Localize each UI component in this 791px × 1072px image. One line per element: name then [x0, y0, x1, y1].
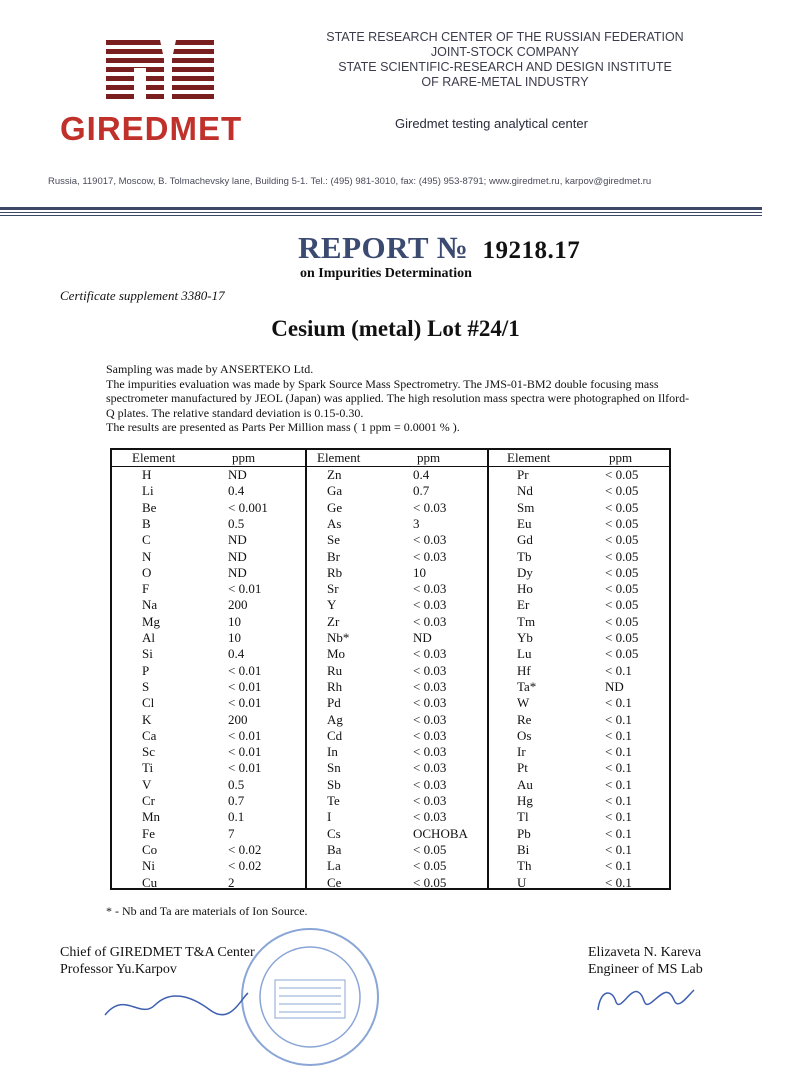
table-row [112, 712, 305, 728]
element-symbol: Co [142, 841, 158, 857]
org-line: STATE SCIENTIFIC-RESEARCH AND DESIGN INSTITUTE [338, 60, 672, 74]
table-row [112, 679, 305, 695]
table-row [307, 646, 487, 662]
ppm-value: 0.4 [228, 483, 245, 499]
ppm-value: < 0.01 [228, 662, 262, 678]
table-row [307, 483, 487, 499]
table-row [112, 793, 305, 809]
table-row [489, 875, 671, 891]
element-symbol: Bi [517, 841, 530, 857]
ppm-value: 200 [228, 597, 248, 613]
address-line: Russia, 119017, Moscow, B. Tolmachevsky lane, Building 5-1. Tel.: (495) 981-3010, fax: (495) 953-8791; www.giredmet.ru, karpov@giredmet.ru [48, 176, 652, 187]
table-header [489, 450, 671, 467]
intro-units: The results are presented as Parts Per Million mass ( 1 ppm = 0.0001 % ). [106, 420, 460, 434]
signatory-right-name: Elizaveta N. Kareva [588, 945, 702, 960]
table-row [112, 760, 305, 776]
header-rule [0, 212, 762, 213]
table-row [112, 532, 305, 548]
header-ppm: ppm [417, 450, 441, 465]
element-symbol: Te [327, 793, 340, 808]
element-symbol: Lu [517, 646, 532, 662]
table-row [307, 581, 487, 597]
ppm-value: < 0.05 [605, 597, 639, 613]
footnote: * - Nb and Ta are materials of Ion Source. [106, 904, 308, 918]
element-symbol: Ho [517, 581, 533, 597]
table-row [307, 630, 487, 646]
element-symbol: Ru [327, 662, 343, 678]
table-header [112, 450, 305, 467]
ppm-value: < 0.01 [228, 581, 262, 597]
table-row [307, 728, 487, 744]
element-symbol: Si [142, 646, 153, 662]
ppm-value: < 0.05 [605, 467, 639, 482]
element-symbol: Ca [142, 727, 157, 743]
ppm-value: < 0.05 [605, 532, 639, 548]
element-symbol: Sb [327, 776, 341, 792]
element-symbol: H [142, 467, 152, 482]
ppm-value: < 0.1 [605, 695, 632, 711]
table-row [112, 875, 305, 891]
table-row [307, 712, 487, 728]
element-symbol: Se [327, 532, 340, 548]
ppm-value: < 0.05 [605, 499, 639, 515]
certificate-supplement: Certificate supplement 3380-17 [60, 288, 225, 303]
results-table [110, 448, 671, 890]
ppm-value: 0.1 [228, 809, 245, 825]
element-symbol: Th [517, 858, 532, 874]
ppm-value: < 0.05 [605, 581, 639, 597]
element-symbol: Tb [517, 548, 532, 564]
signature-left-icon [100, 985, 250, 1024]
table-row [112, 777, 305, 793]
ppm-value: < 0.03 [413, 532, 447, 548]
ppm-value: < 0.05 [605, 548, 639, 564]
ppm-value: ND [413, 630, 432, 645]
testing-center-label: Giredmet testing analytical center [395, 116, 588, 131]
element-symbol: Yb [517, 630, 533, 645]
ppm-value: < 0.03 [413, 793, 447, 808]
element-symbol: Pt [517, 760, 528, 776]
element-symbol: Nd [517, 483, 533, 499]
ppm-value: < 0.001 [228, 499, 268, 515]
element-symbol: La [327, 858, 341, 874]
element-symbol: Ag [327, 711, 343, 727]
ppm-value: 10 [228, 630, 241, 645]
table-row [489, 679, 671, 695]
ppm-value: ND [228, 467, 247, 482]
signatory-right-title: Engineer of MS Lab [588, 962, 703, 977]
table-row [307, 760, 487, 776]
logo-mark-icon [60, 38, 260, 110]
table-row [307, 695, 487, 711]
ppm-value: < 0.1 [605, 809, 632, 825]
element-symbol: Eu [517, 515, 532, 531]
ppm-value: 0.7 [228, 793, 245, 808]
table-row [307, 875, 487, 891]
ppm-value: 2 [228, 874, 235, 890]
ppm-value: < 0.03 [413, 548, 447, 564]
element-symbol: Er [517, 597, 530, 613]
ppm-value: < 0.1 [605, 760, 632, 776]
table-column [112, 450, 305, 888]
ppm-value: < 0.03 [413, 695, 447, 711]
ppm-value: < 0.02 [228, 858, 262, 874]
element-symbol: P [142, 662, 150, 678]
table-row [489, 581, 671, 597]
table-row [307, 532, 487, 548]
element-symbol: Dy [517, 564, 533, 580]
organization-header [300, 30, 710, 90]
table-row [112, 744, 305, 760]
ppm-value: < 0.01 [228, 678, 262, 694]
element-symbol: Hg [517, 793, 533, 808]
table-row [307, 467, 487, 483]
element-symbol: Ba [327, 841, 342, 857]
ppm-value: 0.5 [228, 776, 245, 792]
element-symbol: O [142, 564, 152, 580]
ppm-value: < 0.01 [228, 744, 262, 760]
ppm-value: < 0.02 [228, 841, 262, 857]
table-row [307, 516, 487, 532]
element-symbol: Re [517, 711, 532, 727]
table-row [489, 630, 671, 646]
table-row [489, 712, 671, 728]
signatory-left [60, 944, 255, 978]
table-row [112, 809, 305, 825]
element-symbol: Cd [327, 727, 343, 743]
ppm-value: < 0.03 [413, 776, 447, 792]
table-row [489, 467, 671, 483]
element-symbol: Hf [517, 662, 531, 678]
ppm-value: < 0.03 [413, 662, 447, 678]
ppm-value: 0.7 [413, 483, 430, 499]
element-symbol: Ni [142, 858, 155, 874]
element-symbol: S [142, 678, 150, 694]
element-symbol: Pr [517, 467, 529, 482]
table-row [112, 630, 305, 646]
signature-right-icon [590, 980, 700, 1020]
table-row [112, 516, 305, 532]
ppm-value: ND [228, 532, 247, 548]
element-symbol: W [517, 695, 530, 711]
header-rule [0, 207, 762, 210]
table-row [489, 646, 671, 662]
ppm-value: < 0.1 [605, 858, 632, 874]
ppm-value: < 0.1 [605, 874, 632, 890]
table-row [489, 858, 671, 874]
header-element: Element [507, 450, 551, 465]
ppm-value: < 0.05 [605, 515, 639, 531]
element-symbol: Sm [517, 499, 535, 515]
element-symbol: Cl [142, 695, 155, 711]
table-row [112, 597, 305, 613]
element-symbol: Na [142, 597, 158, 613]
element-symbol: Nb* [327, 630, 350, 645]
table-row [307, 614, 487, 630]
table-column [487, 450, 671, 888]
ppm-value: < 0.03 [413, 809, 447, 825]
table-row [112, 728, 305, 744]
element-symbol: F [142, 581, 150, 597]
ppm-value: < 0.1 [605, 744, 632, 760]
table-row [489, 516, 671, 532]
table-row [307, 549, 487, 565]
ppm-value: 0.5 [228, 515, 245, 531]
signatory-left-title: Chief of GIREDMET T&A Center [60, 945, 255, 960]
table-row [307, 663, 487, 679]
ppm-value: < 0.03 [413, 678, 447, 694]
table-row [489, 842, 671, 858]
ppm-value: < 0.01 [228, 727, 262, 743]
intro-text [106, 362, 696, 435]
table-row [307, 793, 487, 809]
element-symbol: Tm [517, 613, 536, 629]
table-row [489, 663, 671, 679]
table-row [112, 842, 305, 858]
table-row [307, 842, 487, 858]
table-row [112, 695, 305, 711]
table-row [112, 663, 305, 679]
ppm-value: < 0.1 [605, 662, 632, 678]
ppm-value: < 0.03 [413, 727, 447, 743]
ppm-value: < 0.1 [605, 711, 632, 727]
table-row [307, 826, 487, 842]
table-row [489, 793, 671, 809]
report-number: 19218.17 [482, 237, 581, 264]
element-symbol: V [142, 776, 152, 792]
org-line: JOINT-STOCK COMPANY [430, 45, 580, 59]
table-row [307, 565, 487, 581]
ppm-value: 200 [228, 711, 248, 727]
table-row [489, 744, 671, 760]
element-symbol: Pb [517, 825, 531, 841]
table-row [112, 500, 305, 516]
element-symbol: K [142, 711, 152, 727]
table-row [489, 695, 671, 711]
element-symbol: Tl [517, 809, 529, 825]
ppm-value: < 0.05 [605, 646, 639, 662]
element-symbol: In [327, 744, 338, 760]
element-symbol: Ge [327, 499, 343, 515]
element-symbol: N [142, 548, 152, 564]
ppm-value: < 0.03 [413, 711, 447, 727]
document-title: Cesium (metal) Lot #24/1 [271, 316, 520, 341]
element-symbol: As [327, 515, 342, 531]
ppm-value: < 0.05 [605, 630, 639, 645]
ppm-value: ND [605, 678, 624, 694]
ppm-value: < 0.05 [413, 874, 447, 890]
element-symbol: Br [327, 548, 340, 564]
table-row [112, 858, 305, 874]
element-symbol: Al [142, 630, 155, 645]
element-symbol: Rh [327, 678, 343, 694]
element-symbol: Sr [327, 581, 339, 597]
element-symbol: Cr [142, 793, 155, 808]
table-row [489, 500, 671, 516]
table-row [307, 777, 487, 793]
table-row [307, 679, 487, 695]
ppm-value: < 0.03 [413, 646, 447, 662]
signatory-left-name: Professor Yu.Karpov [60, 962, 177, 977]
table-row [489, 532, 671, 548]
table-row [307, 744, 487, 760]
element-symbol: Y [327, 597, 337, 613]
header-rule [0, 215, 762, 216]
table-row [489, 760, 671, 776]
element-symbol: U [517, 874, 527, 890]
table-row [112, 826, 305, 842]
ppm-value: < 0.05 [605, 564, 639, 580]
header-ppm: ppm [609, 450, 633, 465]
ppm-value: < 0.1 [605, 841, 632, 857]
table-header [307, 450, 487, 467]
element-symbol: Ce [327, 874, 342, 890]
table-row [307, 597, 487, 613]
ppm-value: < 0.03 [413, 581, 447, 597]
ppm-value: < 0.1 [605, 776, 632, 792]
table-row [489, 549, 671, 565]
header-ppm: ppm [232, 450, 256, 465]
element-symbol: Sc [142, 744, 155, 760]
element-symbol: Sn [327, 760, 341, 776]
report-subtitle: on Impurities Determination [300, 266, 472, 281]
element-symbol: Mn [142, 809, 161, 825]
table-row [112, 581, 305, 597]
ppm-value: OCHOBA [413, 825, 468, 841]
element-symbol: Gd [517, 532, 533, 548]
table-row [489, 483, 671, 499]
ppm-value: 0.4 [228, 646, 245, 662]
signatory-right [588, 944, 703, 978]
element-symbol: Os [517, 727, 532, 743]
table-row [307, 809, 487, 825]
table-row [489, 565, 671, 581]
element-symbol: Be [142, 499, 157, 515]
header-element: Element [317, 450, 361, 465]
ppm-value: < 0.05 [605, 483, 639, 499]
ppm-value: < 0.03 [413, 744, 447, 760]
element-symbol: Ta* [517, 678, 537, 694]
element-symbol: Ir [517, 744, 526, 760]
giredmet-logo [60, 38, 260, 147]
table-row [489, 777, 671, 793]
element-symbol: Li [142, 483, 154, 499]
element-symbol: B [142, 515, 151, 531]
element-symbol: C [142, 532, 151, 548]
element-symbol: Cu [142, 874, 158, 890]
ppm-value: < 0.03 [413, 760, 447, 776]
ppm-value: 7 [228, 825, 235, 841]
ppm-value: ND [228, 548, 247, 564]
table-row [307, 500, 487, 516]
element-symbol: Mg [142, 613, 161, 629]
report-heading [298, 230, 580, 266]
table-row [489, 809, 671, 825]
ppm-value: < 0.05 [413, 841, 447, 857]
element-symbol: Fe [142, 825, 155, 841]
ppm-value: ND [228, 564, 247, 580]
org-line: OF RARE-METAL INDUSTRY [421, 75, 589, 89]
ppm-value: < 0.01 [228, 760, 262, 776]
ppm-value: < 0.1 [605, 825, 632, 841]
ppm-value: < 0.03 [413, 597, 447, 613]
element-symbol: Ga [327, 483, 343, 499]
ppm-value: < 0.1 [605, 793, 632, 808]
table-row [307, 858, 487, 874]
ppm-value: < 0.1 [605, 727, 632, 743]
table-row [489, 728, 671, 744]
ppm-value: < 0.03 [413, 613, 447, 629]
ppm-value: 3 [413, 515, 420, 531]
ppm-value: 10 [413, 564, 426, 580]
table-row [112, 483, 305, 499]
table-row [112, 614, 305, 630]
table-row [112, 565, 305, 581]
header-element: Element [132, 450, 176, 465]
table-row [112, 646, 305, 662]
report-label: REPORT № [298, 230, 469, 265]
logo-wordmark: GIREDMET [60, 110, 243, 147]
element-symbol: Rb [327, 564, 343, 580]
intro-method: The impurities evaluation was made by Spark Source Mass Spectrometry. The JMS-01-BM2 double focusing mass spectrometer manufactured by JEOL (Japan) was applied. The high resolution mass spectra were photographed on Ilford-Q plates. The relative standard deviation is 0.15-0.30. [106, 376, 690, 420]
ppm-value: < 0.05 [605, 613, 639, 629]
table-row [112, 549, 305, 565]
ppm-value: < 0.05 [413, 858, 447, 874]
table-row [489, 826, 671, 842]
element-symbol: Zn [327, 467, 342, 482]
ppm-value: < 0.03 [413, 499, 447, 515]
element-symbol: I [327, 809, 332, 825]
intro-sampling: Sampling was made by ANSERTEKO Ltd. [106, 362, 314, 376]
ppm-value: 10 [228, 613, 241, 629]
table-row [489, 597, 671, 613]
official-stamp-icon [235, 922, 385, 1072]
table-column [305, 450, 487, 888]
element-symbol: Mo [327, 646, 346, 662]
ppm-value: 0.4 [413, 467, 430, 482]
table-row [112, 467, 305, 483]
element-symbol: Ti [142, 760, 154, 776]
element-symbol: Au [517, 776, 533, 792]
element-symbol: Zr [327, 613, 340, 629]
element-symbol: Cs [327, 825, 341, 841]
element-symbol: Pd [327, 695, 341, 711]
org-line: STATE RESEARCH CENTER OF THE RUSSIAN FEDERATION [326, 30, 684, 44]
ppm-value: < 0.01 [228, 695, 262, 711]
table-row [489, 614, 671, 630]
